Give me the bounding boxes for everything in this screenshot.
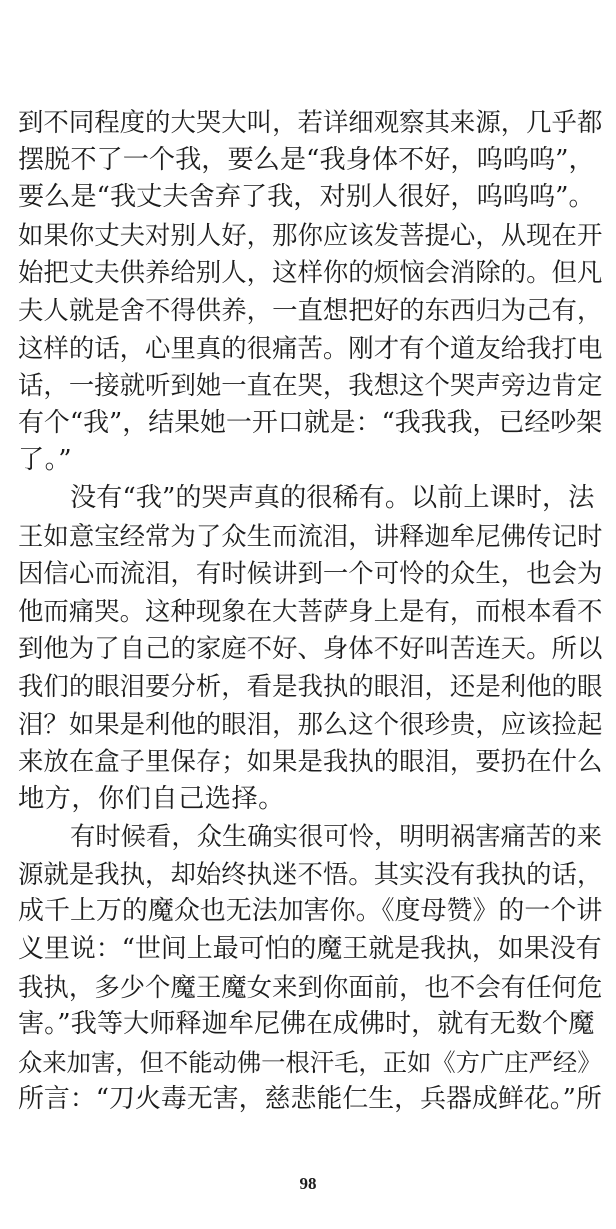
paragraph-start-line: 没有“我”的哭声真的很稀有。以前上课时，法 xyxy=(70,482,595,513)
text-line: 这样的话，心里真的很痛苦。刚才有个道友给我打电 xyxy=(18,332,603,363)
text-line: 了。” xyxy=(18,445,73,476)
text-line: 到他为了自己的家庭不好、身体不好叫苦连天。所以 xyxy=(18,633,603,664)
text-line: 要么是“我丈夫舍弃了我，对别人很好，呜呜呜”。 xyxy=(18,182,595,213)
text-line: 始把丈夫供养给别人，这样你的烦恼会消除的。但凡 xyxy=(18,257,603,288)
paragraph-start-line: 有时候看，众生确实很可怜，明明祸害痛苦的来 xyxy=(70,821,602,852)
body-text xyxy=(18,104,602,1119)
text-line: 夫人就是舍不得供养，一直想把好的东西归为己有， xyxy=(18,294,603,325)
text-line: 源就是我执，却始终执迷不悟。其实没有我执的话， xyxy=(18,858,603,889)
text-line: 害。”我等大师释迦牟尼佛在成佛时，就有无数个魔 xyxy=(18,1009,595,1040)
text-line: 到不同程度的大哭大叫，若详细观察其来源，几乎都 xyxy=(18,107,603,137)
text-line: 泪？如果是利他的眼泪，那么这个很珍贵，应该捡起 xyxy=(18,708,603,739)
text-line: 因信心而流泪，有时候讲到一个可怜的众生，也会为 xyxy=(18,558,603,589)
page-number: 98 xyxy=(299,1174,317,1193)
text-line: 来放在盒子里保存；如果是我执的眼泪，要扔在什么 xyxy=(18,746,603,777)
text-line: 所言：“刀火毒无害，慈悲能仁生，兵器成鲜花。”所 xyxy=(18,1084,602,1115)
text-line: 摆脱不了一个我，要么是“我身体不好，呜呜呜”， xyxy=(18,144,595,175)
text-line: 他而痛哭。这种现象在大菩萨身上是有，而根本看不 xyxy=(18,595,603,626)
text-line: 众来加害，但不能动佛一根汗毛，正如《方广庄严经》 xyxy=(18,1047,602,1077)
text-line: 我们的眼泪要分析，看是我执的眼泪，还是利他的眼 xyxy=(18,670,603,701)
text-line: 成千上万的魔众也无法加害你。《度母赞》的一个讲 xyxy=(18,896,603,927)
text-line: 有个“我”，结果她一开口就是：“我我我，已经吵架 xyxy=(18,407,603,438)
text-line: 地方，你们自己选择。 xyxy=(18,783,285,814)
text-line: 我执，多少个魔王魔女来到你面前，也不会有任何危 xyxy=(18,971,603,1002)
text-line: 义里说：“世间上最可怕的魔王就是我执，如果没有 xyxy=(18,934,602,965)
text-line: 如果你丈夫对别人好，那你应该发菩提心，从现在开 xyxy=(18,219,603,250)
text-line: 王如意宝经常为了众生而流泪，讲释迦牟尼佛传记时 xyxy=(18,520,603,551)
text-line: 话，一接就听到她一直在哭，我想这个哭声旁边肯定 xyxy=(18,370,603,401)
